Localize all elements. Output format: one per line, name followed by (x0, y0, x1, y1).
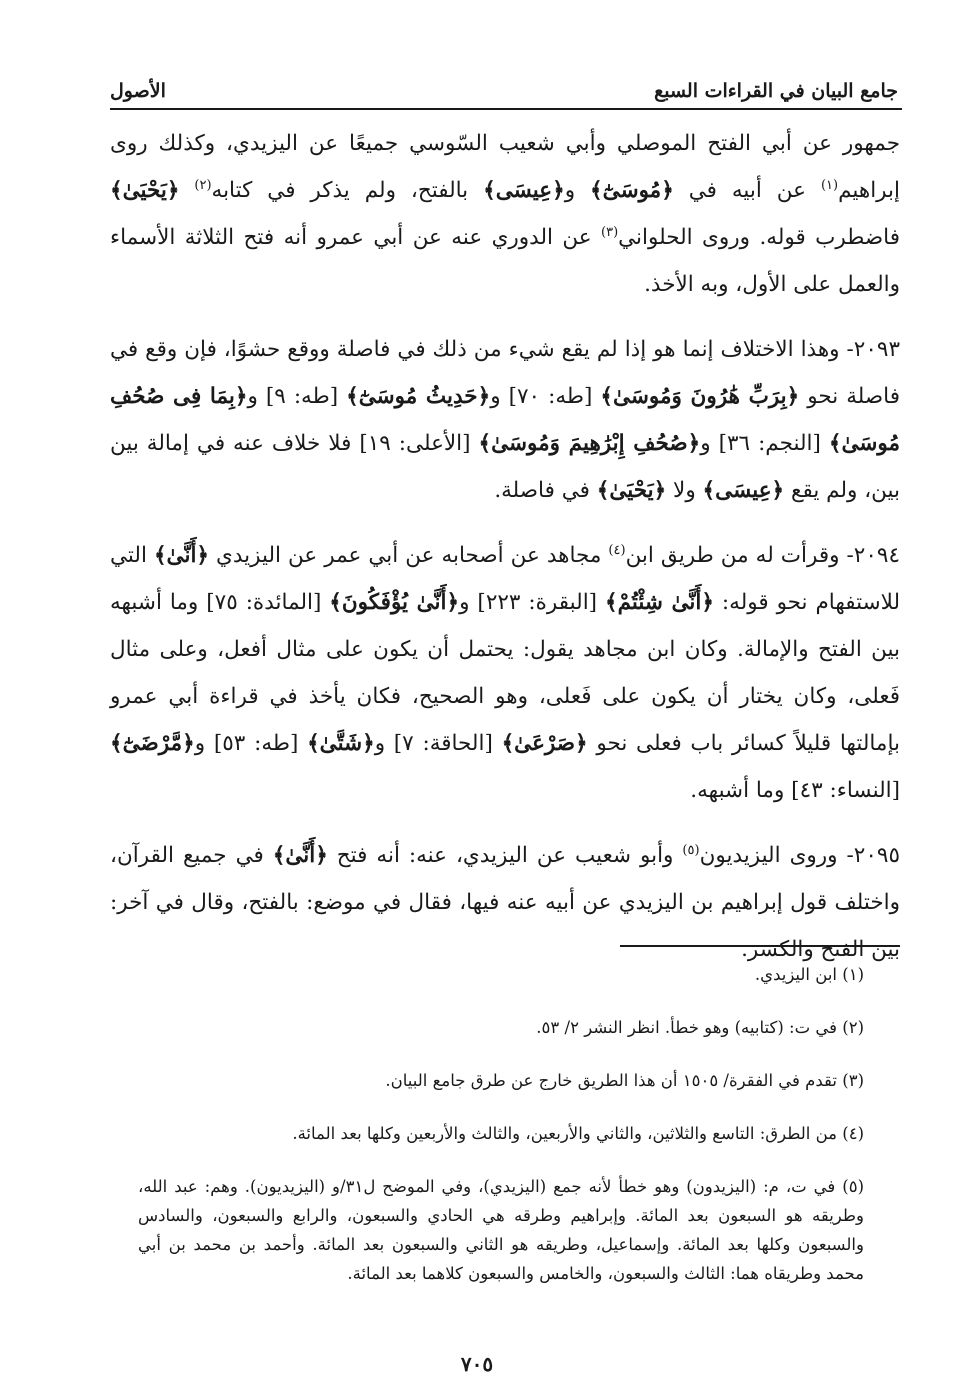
footnote-marker: (٣) (601, 224, 619, 240)
header-rule (110, 108, 902, 110)
text-run: جمهور عن أبي الفتح الموصلي وأبي شعيب السّوسي جميعًا عن اليزيدي، وكذلك روى إبراهيم (110, 131, 901, 203)
page-number: ٧٠٥ (460, 1352, 494, 1376)
quranic-word: ﴿مُوسَىٰٓ﴾ (590, 178, 674, 203)
text-run: في جميع القرآن، واختلف قول إبراهيم بن اليزيدي عن أبيه عنه فيها، فقال في موضع: بالفتح، وقال في آخر: بين الفتح والكسر. (110, 843, 900, 962)
main-text (110, 120, 900, 991)
text-run: مجاهد عن أصحابه عن أبي عمر عن اليزيدي (209, 543, 609, 568)
running-header (110, 76, 898, 106)
footnote-marker: (٤) (608, 542, 626, 558)
text-run: [طه: ٧٠] و (490, 384, 601, 409)
text-run: [النساء: ٤٣] وما أشبهه. (690, 778, 900, 803)
text-run: ٢٠٩٥- وروى اليزيديون (699, 843, 900, 868)
quranic-word: ﴿بِرَبِّ هَٰرُونَ وَمُوسَىٰ﴾ (600, 384, 800, 409)
text-run: بالفتح، ولم يذكر في كتابه (211, 178, 484, 203)
quranic-word: ﴿مَّرْضَىٰٓ﴾ (110, 731, 195, 756)
text-run: [النجم: ٣٦] و (700, 431, 829, 456)
text-run: التي للاستفهام نحو قوله: (110, 543, 901, 615)
footnote-marker: (٥) (682, 842, 700, 858)
footnote-3: (٣) تقدم في الفقرة/ ١٥٠٥ أن هذا الطريق خارج عن طرق جامع البيان. (385, 1071, 864, 1090)
footnotes (138, 960, 864, 1288)
text-run: [طه: ٥٣] و (194, 731, 308, 756)
section-title: الأصول (110, 80, 166, 102)
text-run: ولا (666, 478, 703, 503)
text-run: في فاصلة. (494, 478, 597, 503)
text-run: [الأعلى: ١٩] فلا خلاف عنه في إمالة بين بين، ولم يقع (110, 431, 900, 503)
text-run (179, 178, 194, 203)
quranic-word: ﴿أَنَّىٰ شِئْتُمْ﴾ (605, 590, 714, 615)
quranic-word: ﴿صَرْعَىٰ﴾ (501, 731, 588, 756)
paragraph-2093 (110, 326, 900, 514)
quranic-word: ﴿صُحُفِ إِبْرَٰهِيمَ وَمُوسَىٰ﴾ (478, 431, 701, 456)
text-run: وأبو شعيب عن اليزيدي، عنه: أنه فتح (327, 843, 683, 868)
text-run: [الحاقة: ٧] و (374, 731, 502, 756)
quranic-word: ﴿حَدِيثُ مُوسَىٰٓ﴾ (346, 384, 491, 409)
footnote-1: (١) ابن اليزيدي. (754, 965, 864, 984)
footnote-separator (620, 945, 900, 947)
quranic-word: ﴿شَتَّىٰ﴾ (307, 731, 375, 756)
paragraph-2094 (110, 532, 900, 814)
text-run: فاضطرب قوله. وروى الحلواني (618, 225, 900, 250)
quranic-word: ﴿عِيسَى﴾ (483, 178, 565, 203)
text-run: [المائدة: ٧٥] وما أشبهه بين الفتح والإمالة. وكان ابن مجاهد يقول: يحتمل أن يكون على مثال أفعل، وعلى مثال فَعلى، وكان يختار أن يكون على فَعلى، وهو الصحيح، فكان يأخذ في قراءة أبي عمرو بإمالتها قليلاً كسائر باب فعلى نحو (110, 590, 900, 756)
text-run: ٢٠٩٣- وهذا الاختلاف إنما هو إذا لم يقع شيء من ذلك في فاصلة ووقع حشوًا، فإن وقع في فاصلة نحو (110, 337, 900, 409)
quranic-word: ﴿يَحْيَىٰ﴾ (596, 478, 667, 503)
quranic-word: ﴿أَنَّىٰ يُؤْفَكُونَ﴾ (329, 590, 460, 615)
book-title: جامع البيان في القراءات السبع (654, 80, 898, 102)
footnote-2: (٢) في ت: (كتابيه) وهو خطأ. انظر النشر ٢/ ٥٣. (536, 1018, 864, 1037)
paragraph-2095 (110, 832, 900, 973)
footnote-5: (٥) في ت، م: (اليزيدون) وهو خطأ لأنه جمع (اليزيدي)، وفي الموضح ل٣١/و (اليزيديون). وهم: عبد الله، وطريقه هو السبعون بعد المائة. وإبراهيم وطرقه هي الحادي والسبعون، والرابع والسبعون، والسادس والسبعون وكلها بعد المائة. وإسماعيل، وطريقه هو الثاني والسبعون بعد المائة. وأحمد بن محمد بن أبي محمد وطريقاه هما: الثالث والسبعون، والخامس والسبعون كلاهما بعد المائة. (138, 1177, 864, 1283)
text-run: عن الدوري عنه عن أبي عمرو أنه فتح الثلاثة الأسماء والعمل على الأول، وبه الأخذ. (110, 225, 900, 297)
quranic-word: ﴿عِيسَى﴾ (702, 478, 785, 503)
quranic-word: ﴿بِمَا فِى صُحُفِ مُوسَىٰ﴾ (110, 384, 901, 456)
footnote-marker: (٢) (194, 177, 212, 193)
text-run: [البقرة: ٢٢٣] و (459, 590, 606, 615)
quranic-word: ﴿أَنَّىٰ﴾ (272, 843, 328, 868)
text-run: و (564, 178, 591, 203)
text-run: [طه: ٩] و (247, 384, 347, 409)
text-run: عن أبيه في (673, 178, 821, 203)
quranic-word: ﴿أَنَّىٰ﴾ (153, 543, 210, 568)
text-run: ٢٠٩٤- وقرأت له من طريق ابن (625, 543, 900, 568)
paragraph-continuation (110, 120, 900, 308)
quranic-word: ﴿يَحْيَىٰ﴾ (110, 178, 180, 203)
footnote-marker: (١) (820, 177, 839, 193)
footnote-4: (٤) من الطرق: التاسع والثلاثين، والثاني والأربعين، والثالث والأربعين وكلها بعد المائة. (292, 1124, 864, 1143)
